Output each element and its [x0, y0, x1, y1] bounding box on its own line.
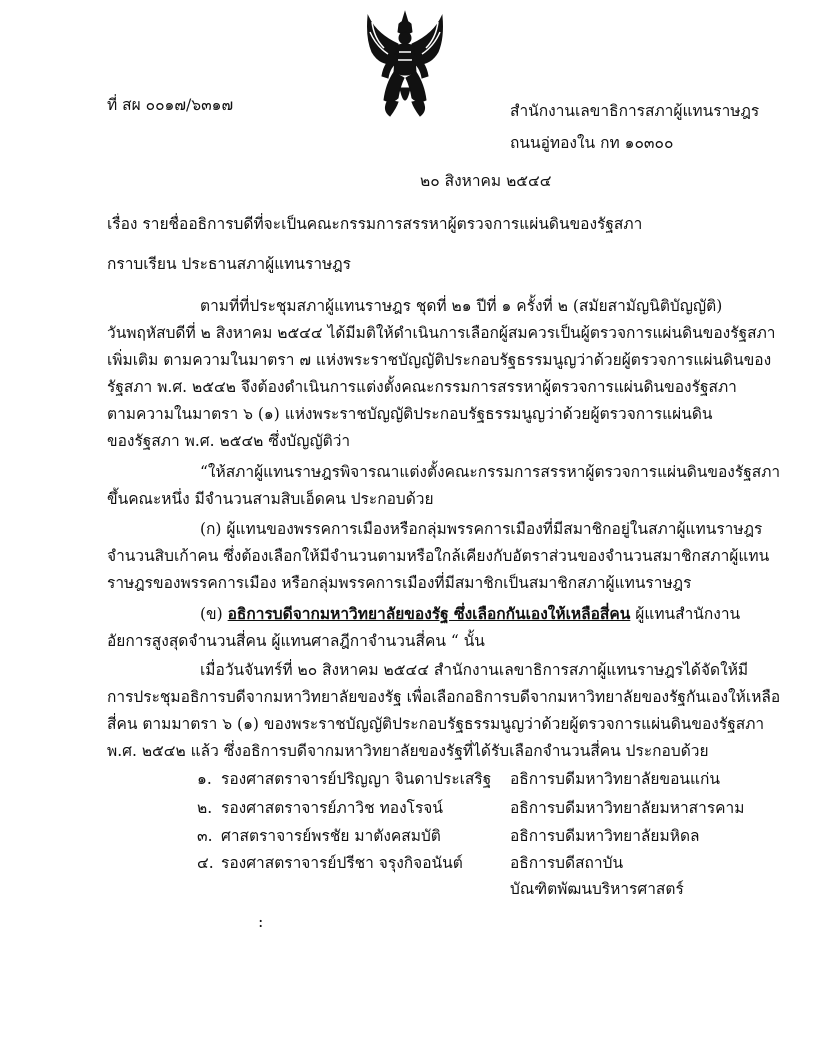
garuda-emblem [362, 8, 448, 120]
member-name: รองศาสตราจารย์ปรีชา จรุงกิจอนันต์ [221, 854, 463, 872]
quote-line: ขึ้นคณะหนึ่ง มีจำนวนสามสิบเอ็ดคน ประกอบด้วย [107, 490, 434, 508]
paragraph-1-line: ตามที่ที่ประชุมสภาผู้แทนราษฎร ชุดที่ ๒๑ ปีที่ ๑ ครั้งที่ ๒ (สมัยสามัญนิติบัญญัติ) [200, 297, 723, 315]
item-k-line: (ก) ผู้แทนของพรรคการเมืองหรือกลุ่มพรรคการเมืองที่มีสมาชิกอยู่ในสภาผู้แทนราษฎร [200, 520, 763, 538]
item-kh-line-2: อัยการสูงสุดจำนวนสี่คน ผู้แทนศาลฎีกาจำนวนสี่คน “ นั้น [107, 632, 485, 650]
paragraph-2-line: การประชุมอธิการบดีจากมหาวิทยาลัยของรัฐ เพื่อเลือกอธิการบดีจากมหาวิทยาลัยของรัฐกันเองให้เหลือ [107, 688, 781, 706]
salutation-line: กราบเรียน ประธานสภาผู้แทนราษฎร [107, 255, 351, 273]
paragraph-1-line: เพิ่มเติม ตามความในมาตรา ๗ แห่งพระราชบัญญัติประกอบรัฐธรรมนูญว่าด้วยผู้ตรวจการแผ่นดินของ [107, 351, 772, 369]
member-name: ศาสตราจารย์พรชัย มาตังคสมบัติ [221, 827, 441, 845]
paragraph-1-line: ตามความในมาตรา ๖ (๑) แห่งพระราชบัญญัติประกอบรัฐธรรมนูญว่าด้วยผู้ตรวจการแผ่นดิน [107, 405, 713, 423]
quote-line: “ให้สภาผู้แทนราษฎรพิจารณาแต่งตั้งคณะกรรมการสรรหาผู้ตรวจการแผ่นดินของรัฐสภา [200, 463, 781, 481]
member-position-continued: บัณฑิตพัฒนบริหารศาสตร์ [510, 880, 684, 898]
item-k-line: ราษฎรของพรรคการเมือง หรือกลุ่มพรรคการเมืองที่มีสมาชิกเป็นสมาชิกสภาผู้แทนราษฎร [107, 574, 692, 592]
member-position: อธิการบดีมหาวิทยาลัยมหาสารคาม [510, 799, 745, 817]
item-kh-emphasis: อธิการบดีจากมหาวิทยาลัยของรัฐ ซึ่งเลือกกันเองให้เหลือสี่คน [227, 604, 631, 623]
continuation-mark: : [258, 912, 264, 931]
member-position: อธิการบดีมหาวิทยาลัยขอนแก่น [510, 770, 720, 788]
paragraph-1-line: รัฐสภา พ.ศ. ๒๕๔๒ จึงต้องดำเนินการแต่งตั้งคณะกรรมการสรรหาผู้ตรวจการแผ่นดินของรัฐสภา [107, 378, 737, 396]
member-position: อธิการบดีมหาวิทยาลัยมหิดล [510, 827, 700, 845]
document-date: ๒๐ สิงหาคม ๒๕๔๔ [420, 172, 552, 190]
paragraph-2-line: เมื่อวันจันทร์ที่ ๒๐ สิงหาคม ๒๕๔๔ สำนักงานเลขาธิการสภาผู้แทนราษฎรได้จัดให้มี [200, 661, 749, 679]
item-k-line: จำนวนสิบเก้าคน ซึ่งต้องเลือกให้มีจำนวนตามหรือใกล้เคียงกับอัตราส่วนของจำนวนสมาชิกสภาผู้แทน [107, 547, 770, 565]
document-number: ที่ สผ ๐๐๑๗/๖๓๑๗ [107, 96, 234, 114]
paragraph-1-line: วันพฤหัสบดีที่ ๒ สิงหาคม ๒๕๔๔ ได้มีมติให้ดำเนินการเลือกผู้สมควรเป็นผู้ตรวจการแผ่นดินของรัฐสภา [107, 324, 776, 342]
subject-line: เรื่อง รายชื่ออธิการบดีที่จะเป็นคณะกรรมการสรรหาผู้ตรวจการแผ่นดินของรัฐสภา [107, 215, 643, 233]
member-number: ๑. [197, 770, 212, 788]
item-kh-line [200, 603, 740, 625]
paragraph-2-line: พ.ศ. ๒๕๔๒ แล้ว ซึ่งอธิการบดีจากมหาวิทยาลัยของรัฐที่ได้รับเลือกจำนวนสี่คน ประกอบด้วย [107, 742, 709, 760]
office-address: ถนนอู่ทองใน กท ๑๐๓๐๐ [510, 134, 674, 152]
issuing-office: สำนักงานเลขาธิการสภาผู้แทนราษฎร [510, 102, 760, 120]
member-name: รองศาสตราจารย์ปริญญา จินดาประเสริฐ [221, 770, 492, 788]
member-name: รองศาสตราจารย์ภาวิช ทองโรจน์ [221, 799, 443, 817]
item-kh-prefix: (ข) [200, 605, 228, 623]
member-number: ๒. [197, 799, 213, 817]
paragraph-1-line: ของรัฐสภา พ.ศ. ๒๕๔๒ ซึ่งบัญญัติว่า [107, 432, 351, 450]
member-position: อธิการบดีสถาบัน [510, 854, 624, 872]
member-number: ๓. [197, 827, 213, 845]
item-kh-rest: ผู้แทนสำนักงาน [630, 605, 741, 623]
paragraph-2-line: สี่คน ตามมาตรา ๖ (๑) ของพระราชบัญญัติประกอบรัฐธรรมนูญว่าด้วยผู้ตรวจการแผ่นดินของรัฐสภา [107, 715, 765, 733]
member-number: ๔. [197, 854, 214, 872]
